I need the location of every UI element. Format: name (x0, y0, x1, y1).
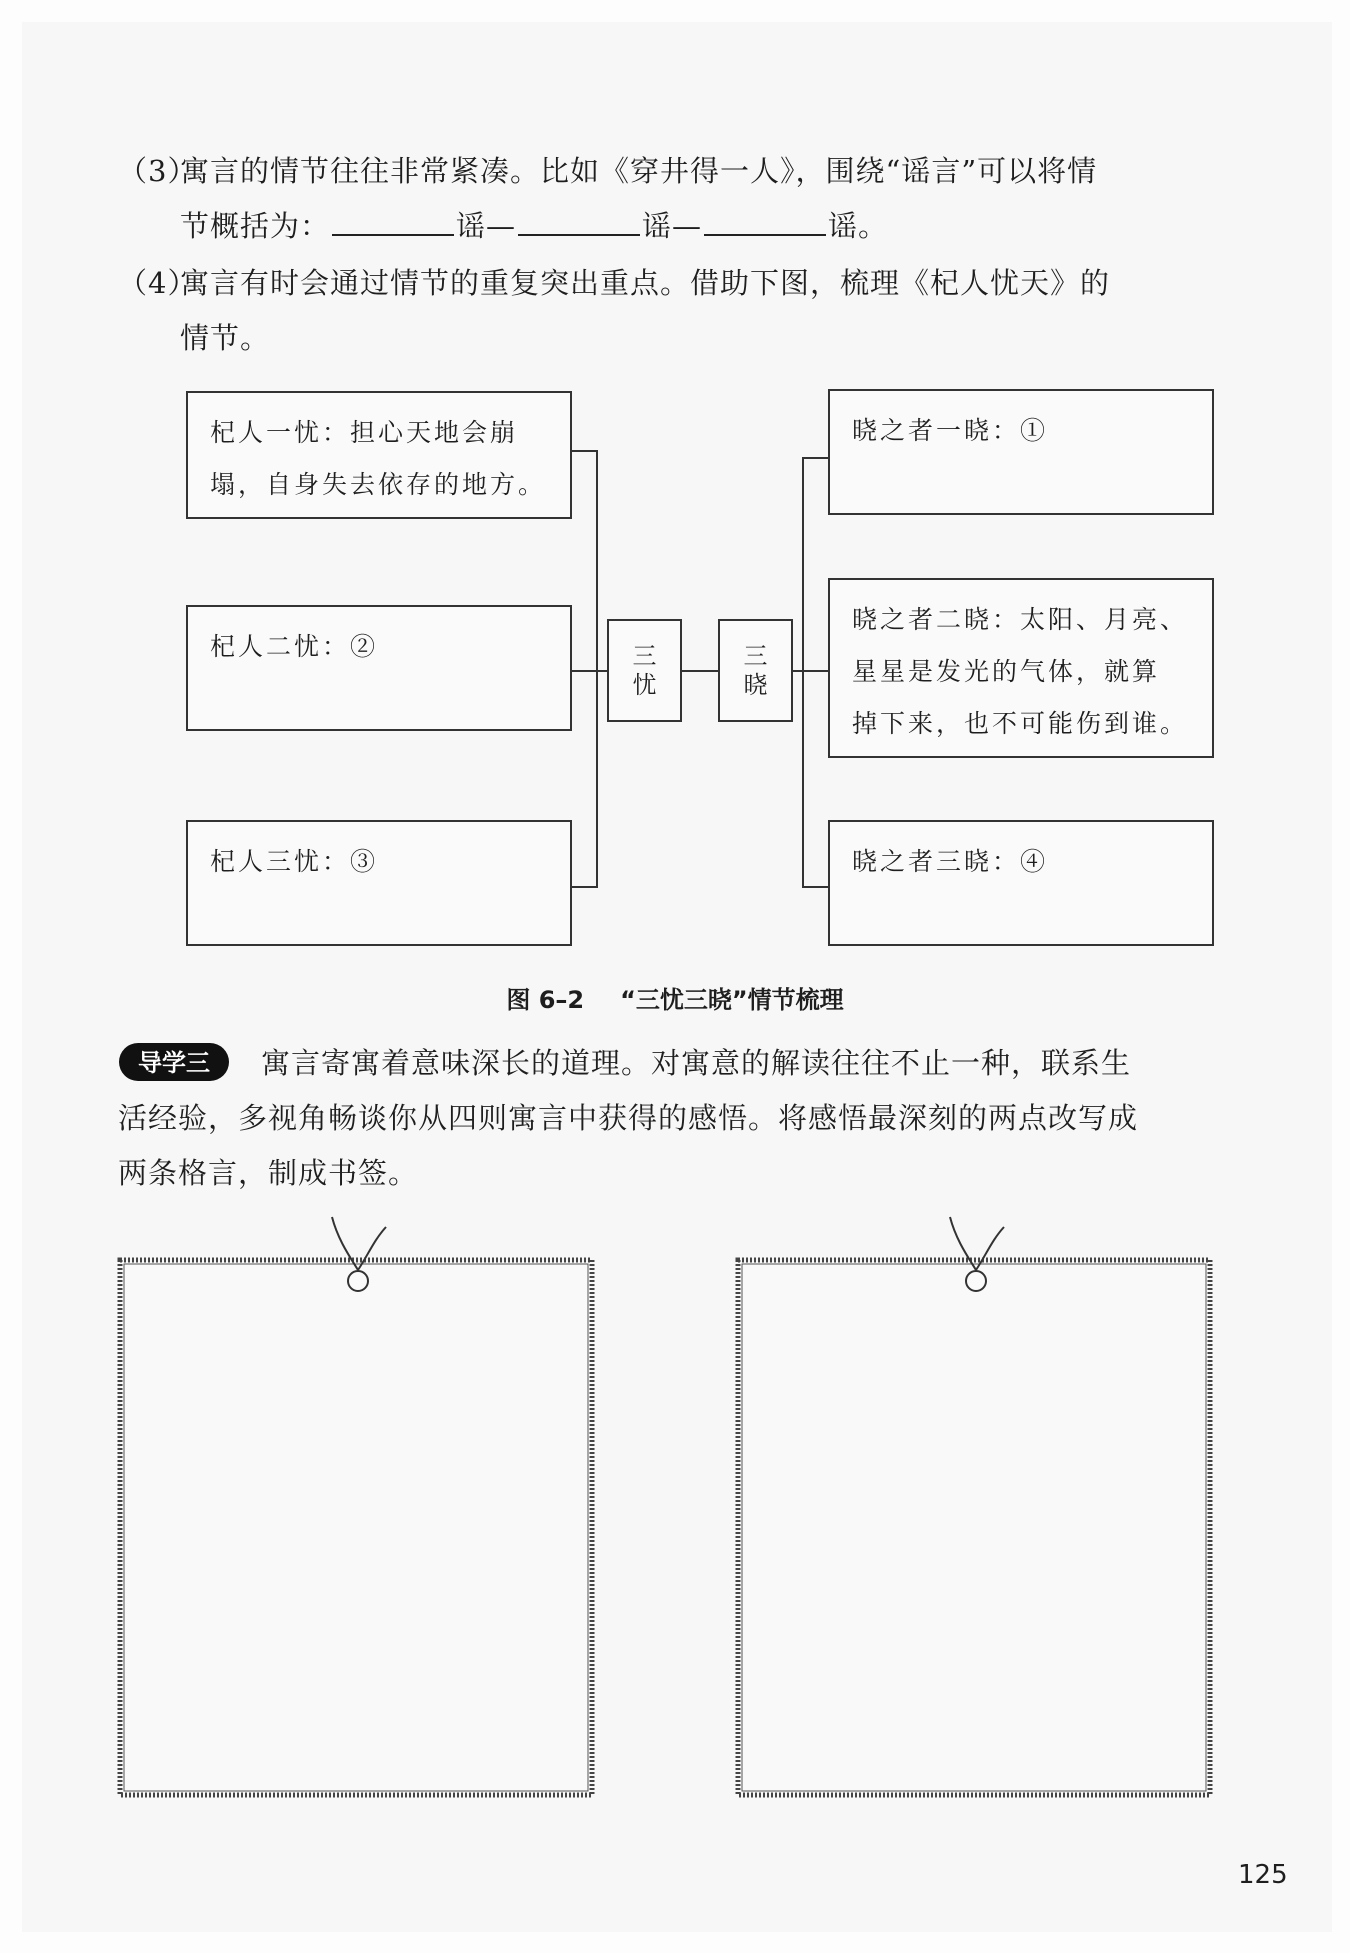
left-box-3-line1: 杞人三忧：③ (210, 847, 379, 876)
guide-badge-text: 导学三 (138, 1049, 210, 1077)
question-3-line1: 寓言的情节往往非常紧凑。比如《穿井得一人》，围绕“谣言”可以将情 (180, 154, 1098, 188)
guide-text-line2: 活经验，多视角畅谈你从四则寓言中获得的感悟。将感悟最深刻的两点改写成 (118, 1101, 1139, 1135)
figure-number: 图 6–2 (506, 986, 585, 1014)
center-box-san-you (607, 619, 682, 722)
question-3-number: （3） (118, 154, 198, 188)
right-box-1[interactable] (828, 389, 1214, 515)
left-box-1-line1: 杞人一忧：担心天地会崩 (210, 418, 519, 447)
question-3-seg1: 谣— (456, 209, 517, 243)
connector-left-middle (572, 670, 607, 672)
right-box-2-line2: 星星是发光的气体，就算 (852, 657, 1161, 686)
center-box-san-you-line2: 忧 (632, 671, 657, 699)
connector-left-vertical (596, 450, 598, 888)
question-4-line2: 情节。 (180, 321, 271, 355)
left-box-2-line1: 杞人二忧：② (210, 632, 379, 661)
answer-blank-2[interactable] (518, 208, 640, 236)
question-4-line1: 寓言有时会通过情节的重复突出重点。借助下图，梳理《杞人忧天》的 (180, 266, 1111, 300)
question-3-line2-start: 节概括为： (180, 209, 331, 243)
right-box-2-line3: 掉下来，也不可能伤到谁。 (852, 709, 1189, 738)
connector-center (682, 670, 718, 672)
right-box-1-line1: 晓之者一晓：① (852, 416, 1049, 445)
answer-blank-3[interactable] (704, 208, 826, 236)
question-3-seg3: 谣。 (828, 209, 889, 243)
guide-text-line3: 两条格言，制成书签。 (118, 1156, 419, 1190)
left-box-1-line2: 塌，自身失去依存的地方。 (210, 470, 547, 499)
left-box-1 (186, 391, 572, 519)
guide-text-line1: 寓言寄寓着意味深长的道理。对寓意的解读往往不止一种，联系生 (261, 1046, 1132, 1080)
center-box-san-xiao-line2: 晓 (743, 671, 768, 699)
question-3-seg2: 谣— (642, 209, 703, 243)
right-box-2-line1: 晓之者二晓：太阳、月亮、 (852, 605, 1189, 634)
connector-right-bottom (802, 886, 828, 888)
left-box-2[interactable] (186, 605, 572, 731)
bookmark-2[interactable] (730, 1215, 1220, 1805)
left-box-3[interactable] (186, 820, 572, 946)
connector-left-top (572, 450, 598, 452)
center-box-san-xiao (718, 619, 793, 722)
bookmark-1-ring-icon (348, 1271, 368, 1291)
figure-caption (0, 980, 1350, 1015)
page-number: 125 (1238, 1860, 1288, 1890)
bookmark-1[interactable] (112, 1215, 602, 1805)
question-4 (118, 256, 1228, 366)
right-box-2 (828, 578, 1214, 758)
figure-title: “三忧三晓”情节梳理 (620, 986, 844, 1014)
answer-blank-1[interactable] (332, 208, 454, 236)
connector-right-middle (793, 670, 828, 672)
guide-section (118, 1036, 1218, 1201)
center-box-san-xiao-line1: 三 (743, 642, 768, 670)
question-4-number: （4） (118, 266, 198, 300)
connector-right-top (802, 457, 828, 459)
right-box-3-line1: 晓之者三晓：④ (852, 847, 1049, 876)
bookmark-2-ring-icon (966, 1271, 986, 1291)
question-3 (118, 144, 1228, 254)
connector-left-bottom (572, 886, 598, 888)
right-box-3[interactable] (828, 820, 1214, 946)
center-box-san-you-line1: 三 (632, 642, 657, 670)
